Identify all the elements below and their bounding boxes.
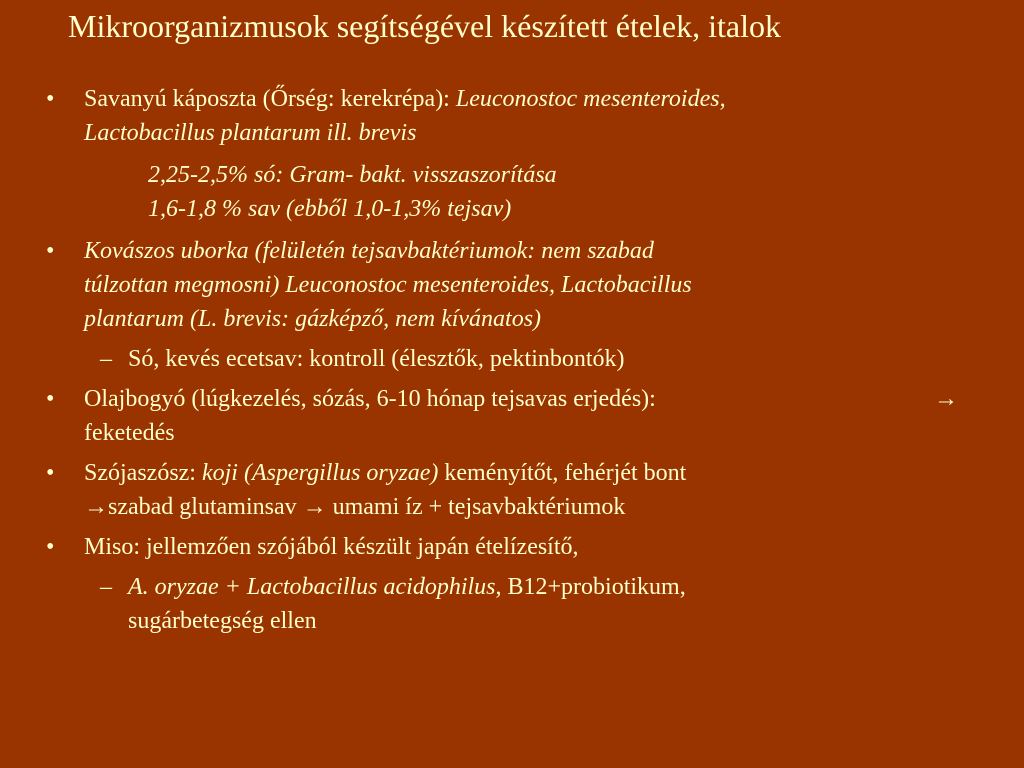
bullet-4-text: Szójaszósz: (84, 460, 202, 486)
bullet-2-text-1: Kovászos uborka (felületén tejsavbaktériumok: nem szabad (84, 238, 654, 264)
bullet-4-line-1 (0, 456, 1024, 490)
bullet-2-sub-text: Só, kevés ecetsav: kontroll (élesztők, pektinbontók) (128, 346, 625, 372)
bullet-3-line-2: feketedés (84, 420, 175, 446)
bullet-5-sub-line-1 (0, 570, 1024, 604)
bullet-3-text: Olajbogyó (lúgkezelés, sózás, 6-10 hónap tejsavas erjedés): (84, 386, 656, 412)
bullet-1-detail-2: 1,6-1,8 % sav (ebből 1,0-1,3% tejsav) (148, 196, 512, 222)
bullet-marker: • (46, 460, 55, 486)
bullet-1-species: Leuconostoc mesenteroides, (455, 86, 726, 112)
dash-marker: – (100, 346, 112, 372)
bullet-marker: • (46, 238, 55, 264)
bullet-1-text: Savanyú káposzta (Őrség: kerekrépa): (84, 86, 456, 112)
bullet-4-line-2: →szabad glutaminsav → umami íz + tejsavbaktériumok (84, 494, 626, 520)
bullet-1-line-1 (0, 82, 1024, 116)
slide-content (0, 82, 1024, 638)
arrow-right-icon: → (934, 386, 958, 412)
bullet-marker: • (46, 534, 55, 560)
dash-marker: – (100, 574, 112, 600)
bullet-5-sub-line-2: sugárbetegség ellen (128, 608, 317, 634)
bullet-5-species: A. oryzae + Lactobacillus acidophilus (128, 574, 496, 600)
bullet-4-species: koji (Aspergillus oryzae) (201, 460, 439, 486)
bullet-1-line-2: Lactobacillus plantarum ill. brevis (84, 120, 417, 146)
bullet-2-line-3: plantarum (L. brevis: gázképző, nem kívánatos) (84, 306, 542, 332)
bullet-1-detail-1: 2,25-2,5% só: Gram- bakt. visszaszorítása (148, 162, 557, 188)
bullet-2-line-1 (0, 234, 1024, 268)
bullet-marker: • (46, 386, 55, 412)
bullet-4-text-rest: keményítőt, fehérjét bont (438, 460, 687, 486)
bullet-5-text: Miso: jellemzően szójából készült japán ételízesítő, (84, 534, 579, 560)
bullet-marker: • (46, 86, 55, 112)
slide-title: Mikroorganizmusok segítségével készített ételek, italok (68, 8, 781, 44)
bullet-5-sub-rest: , B12+probiotikum, (495, 574, 686, 600)
bullet-5-line-1 (0, 530, 1024, 564)
bullet-3-line-1 (0, 382, 1024, 416)
bullet-2-line-2: túlzottan megmosni) Leuconostoc mesenteroides, Lactobacillus (84, 272, 692, 298)
bullet-2-sub (0, 342, 1024, 376)
